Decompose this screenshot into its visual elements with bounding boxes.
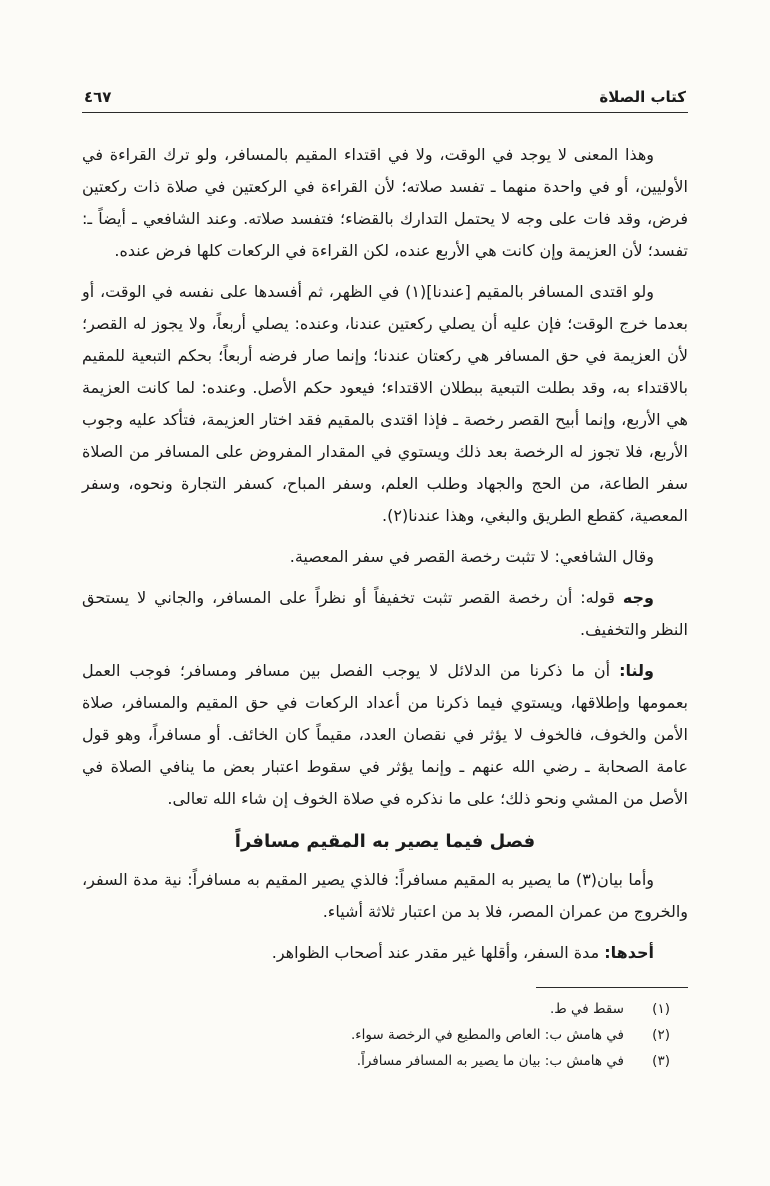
paragraph-text: أن ما ذكرنا من الدلائل لا يوجب الفصل بين مسافر ومسافر؛ فوجب العمل بعمومها وإطلاقها، ويستوي فيما ذكرنا من أعداد الركعات في حق المقيم والمسافر، صلاة الأمن والخوف، فالخوف لا يؤثر في نقصان العدد، مقيماً كان الخائف. أو مسافراً، وهو قول عامة الصحابة ـ رضي الله عنهم ـ وإنما يؤثر في سقوط اعتبار بعض ما ينافي الصلاة في الأصل من المشي ونحو ذلك؛ على ما نذكره في صلاة الخوف إن شاء الله تعالى. <box>82 661 688 808</box>
paragraph-text: مدة السفر، وأقلها غير مقدر عند أصحاب الظواهر. <box>271 943 605 962</box>
footnote <box>82 996 670 1022</box>
paragraph-text: وقال الشافعي: لا تثبت رخصة القصر في سفر المعصية. <box>289 547 654 566</box>
footnote-text: سقط في ط. <box>549 1001 624 1017</box>
paragraph <box>82 937 688 969</box>
paragraph-lead: أحدها: <box>604 943 654 962</box>
paragraph-lead: ولنا: <box>619 661 654 680</box>
page-number: ٤٦٧ <box>84 88 112 106</box>
paragraph-text: قوله: أن رخصة القصر تثبت تخفيفاً أو نظراً على المسافر، والجاني لا يستحق النظر والتخفيف. <box>82 588 688 639</box>
footnote-text: في هامش ب: بيان ما يصير به المسافر مسافراً. <box>356 1053 624 1069</box>
page-header <box>82 88 688 112</box>
footnote-marker: (٣) <box>652 1053 670 1069</box>
footnote-separator <box>536 987 688 988</box>
footnotes-list <box>82 996 688 1074</box>
paragraph-lead: وجه <box>622 588 654 607</box>
page-body <box>82 139 688 978</box>
footnote-marker: (١) <box>652 1001 670 1017</box>
footnote <box>82 1022 670 1048</box>
book-title: كتاب الصلاة <box>599 88 686 106</box>
paragraph <box>82 864 688 928</box>
paragraph <box>82 541 688 573</box>
paragraph <box>82 139 688 267</box>
header-rule <box>82 112 688 113</box>
paragraph-text: وأما بيان(٣) ما يصير به المقيم مسافراً: فالذي يصير المقيم به مسافراً: نية مدة السفر، والخروج من عمران المصر، فلا بد من اعتبار ثلاثة أشياء. <box>82 870 688 921</box>
paragraph <box>82 276 688 532</box>
paragraph <box>82 582 688 646</box>
footnote-marker: (٢) <box>652 1027 670 1043</box>
section-heading: فصل فيما يصير به المقيم مسافراً <box>234 831 536 852</box>
footnotes-section <box>82 987 688 1074</box>
footnote <box>82 1048 670 1074</box>
paragraph-text: وهذا المعنى لا يوجد في الوقت، ولا في اقتداء المقيم بالمسافر، ولو ترك القراءة في الأوليين، أو في واحدة منهما ـ تفسد صلاته؛ لأن القراءة في الركعتين في صلاة ذات ركعتين فرض، وقد فات على وجه لا يحتمل التدارك بالقضاء؛ فتفسد صلاته. وعند الشافعي ـ أيضاً ـ: تفسد؛ لأن العزيمة وإن كانت هي الأربع عنده، لكن القراءة في الركعات كلها فرض عنده. <box>82 145 688 260</box>
paragraph-text: ولو اقتدى المسافر بالمقيم [عندنا](١) في الظهر، ثم أفسدها على نفسه في الوقت، أو بعدما خرج الوقت؛ فإن عليه أن يصلي ركعتين عندنا، وعنده: يصلي أربعاً، ولا يجوز له القصر؛ لأن العزيمة في حق المسافر هي ركعتان عندنا؛ وإنما صار فرضه أربعاً؛ بحكم التبعية للمقيم بالاقتداء به، وقد بطلت التبعية ببطلان الاقتداء؛ فيعود حكم الأصل. وعنده: لما كانت العزيمة هي الأربع، وإنما أبيح القصر رخصة ـ فإذا اقتدى بالمقيم فقد اختار العزيمة، فتأكد عليه وجوب الأربع، فلا تجوز له الرخصة بعد ذلك ويستوي في المقدار المفروض على المسافر من الصلاة سفر الطاعة، من الحج والجهاد وطلب العلم، وسفر المباح، كسفر التجارة ونحوه، وسفر المعصية، كقطع الطريق والبغي، وهذا عندنا(٢). <box>82 282 688 525</box>
footnote-text: في هامش ب: العاص والمطيع في الرخصة سواء. <box>351 1027 624 1043</box>
paragraph <box>82 655 688 815</box>
